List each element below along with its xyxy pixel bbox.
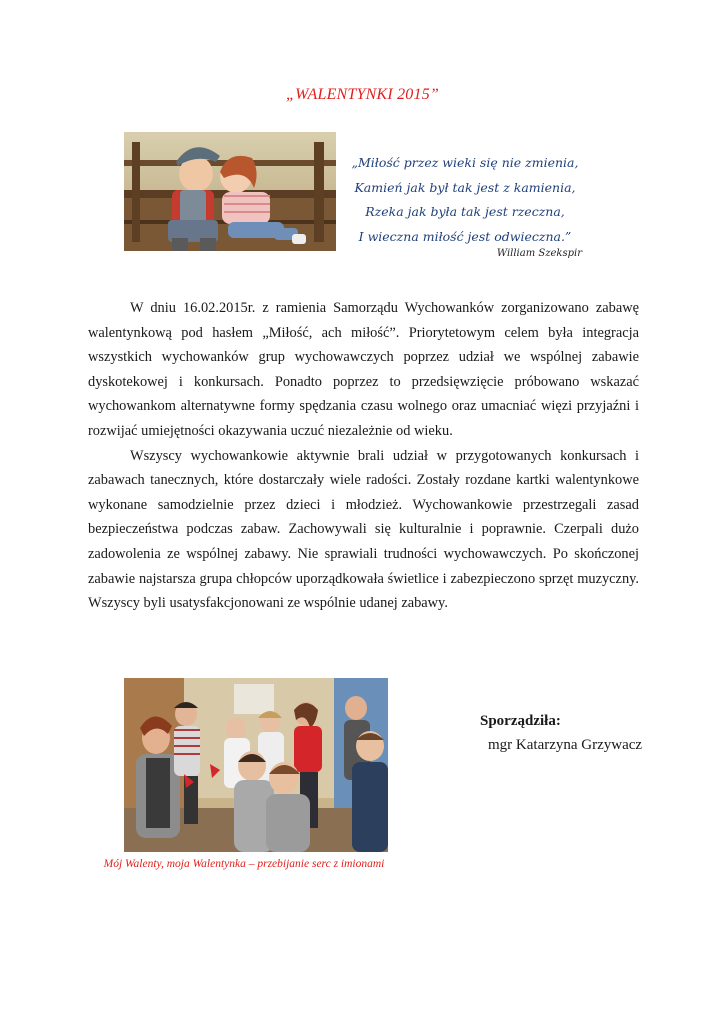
photo-caption: Mój Walenty, moja Walentynka – przebijanie serc z imionami	[103, 858, 385, 870]
page-title: „WALENTYNKI 2015”	[286, 86, 439, 103]
poem-line: Kamień jak był tak jest z kamienia,	[354, 179, 576, 195]
paragraph: Wszyscy wychowankowie aktywnie brali udział w przygotowanych konkursach i zabawach tanecznych, które dostarczały wiele radości. Zostały rozdane kartki walentynkowe wykonane samodzielnie przez dzieci i młodzież. Wychowankowie przestrzegali zasad bezpieczeństwa podczas zabaw. Zachowywali się kulturalnie i poprawnie. Czerpali dużo zadowolenia ze wspólnej zabawy. Nie sprawiali trudności wychowawczych. Po skończonej zabawie najstarsza grupa chłopców uporządkowała świetlice i zabezpieczono sprzęt muzyczny. Wszyscy byli usatysfakcjonowani ze wspólnie udanej zabawy.	[88, 447, 639, 612]
party-photo	[124, 678, 388, 852]
poem-line: I wieczna miłość jest odwieczna.”	[358, 228, 572, 244]
poem-line: „Miłość przez wieki się nie zmienia,	[351, 155, 579, 170]
paragraph: W dniu 16.02.2015r. z ramienia Samorządu Wychowanków zorganizowano zabawę walentynkową pod hasłem „Miłość, ach miłość”. Priorytetowym celem była integracja wszystkich wychowanków grup wychowawczych poprzez udział we wspólnej zabawie dyskotekowej i konkursach. Ponadto poprzez to przedsięwzięcie próbowano wskazać wychowankom alternatywne formy spędzania czasu wolnego oraz umacniać więzi przyjaźni i rozwijać umiejętności okazywania uczuć niezależnie od wieku.	[88, 300, 639, 439]
poem-author: William Szekspir	[496, 248, 582, 259]
poem-line: Rzeka jak była tak jest rzeczna,	[365, 204, 565, 219]
kissing-children-image	[124, 132, 336, 251]
report-body	[88, 296, 639, 616]
poem	[348, 152, 582, 259]
signature-label: Sporządziła:	[480, 713, 561, 729]
signature-name: mgr Katarzyna Grzywacz	[488, 737, 643, 753]
